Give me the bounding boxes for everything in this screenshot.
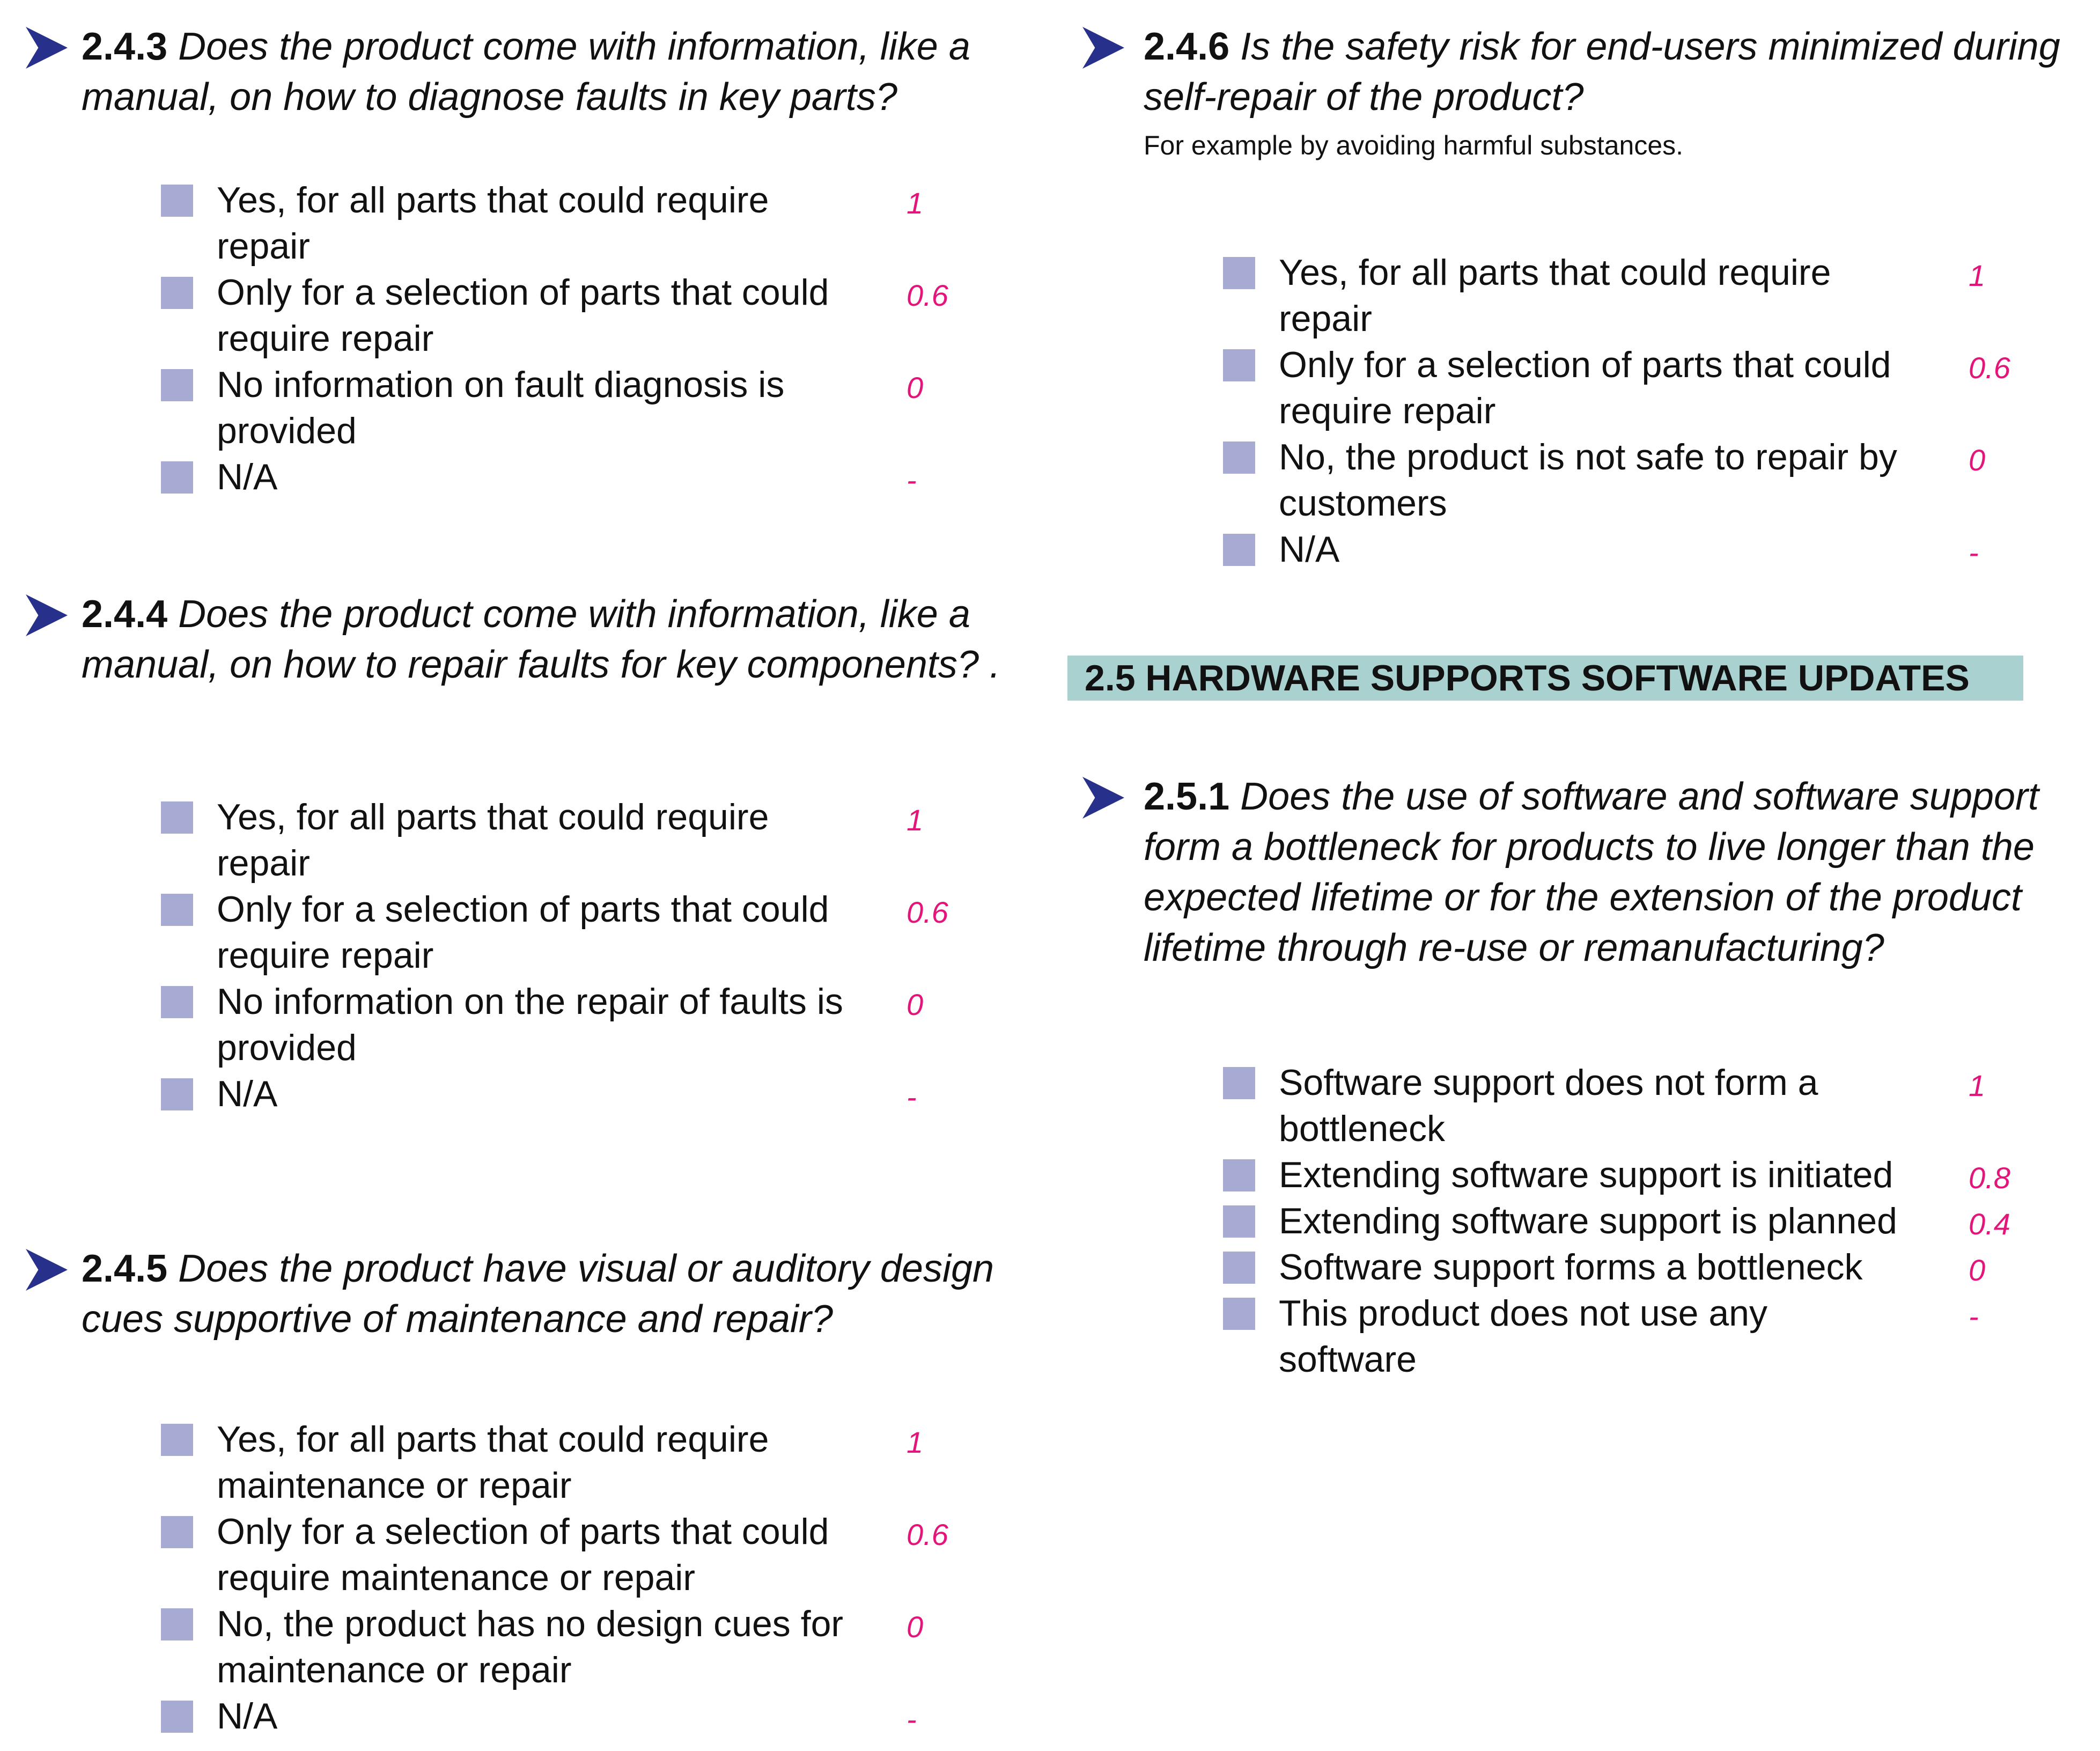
option-row[interactable] [161,362,966,454]
option-score: 1 [907,186,924,220]
question-number: 2.5.1 [1144,775,1230,818]
option-row[interactable] [161,1693,966,1739]
options-2-5-1 [1223,1060,2028,1382]
option-score: 1 [907,803,924,837]
option-label: Yes, for all parts that could require repair [217,797,769,884]
checkbox[interactable] [161,1701,193,1733]
checkbox[interactable] [161,1078,193,1110]
option-score: 0.6 [907,1518,948,1551]
option-row[interactable] [161,1071,966,1117]
option-score: 0.6 [907,895,948,929]
option-label: Software support forms a bottleneck [1279,1247,1863,1288]
option-label: Extending software support is initiated [1279,1154,1893,1195]
checkbox[interactable] [1223,1067,1255,1099]
option-label: No information on fault diagnosis is provided [217,364,785,451]
question-text: Does the product come with information, like a manual, on how to repair faults for key components? . [82,593,1000,686]
question-heading [0,21,1051,122]
option-row[interactable] [161,979,966,1071]
option-row[interactable] [1223,1244,2028,1290]
option-label: No, the product is not safe to repair by customers [1279,437,1897,524]
option-score: 0.6 [907,278,948,312]
question-number: 2.4.6 [1144,25,1230,68]
option-score: 1 [1969,1069,1986,1102]
option-row[interactable] [161,269,966,362]
option-label: Only for a selection of parts that could require repair [217,889,829,976]
question-2-4-3 [0,21,1051,122]
option-score: - [1969,1299,1979,1333]
checkbox[interactable] [1223,1252,1255,1284]
option-score: 0.6 [1969,351,2010,385]
option-row[interactable] [161,1416,966,1509]
options-2-4-6 [1223,249,2028,572]
checkbox[interactable] [1223,1205,1255,1238]
option-score: - [907,1080,917,1114]
option-row[interactable] [1223,434,2028,526]
question-number: 2.4.3 [82,25,168,68]
checkbox[interactable] [161,1424,193,1456]
option-label: Yes, for all parts that could require repair [217,180,769,267]
option-row[interactable] [1223,1060,2028,1152]
arrow-icon [26,27,68,69]
option-label: Yes, for all parts that could require repair [1279,252,1831,339]
option-score: 0 [907,988,924,1021]
option-label: Software support does not form a bottleneck [1279,1062,1818,1149]
option-score: 0 [907,371,924,404]
question-note: For example by avoiding harmful substances. [1144,130,1684,160]
option-score: 0 [1969,1253,1986,1287]
option-label: Only for a selection of parts that could require maintenance or repair [217,1511,829,1598]
option-score: 0.8 [1969,1161,2010,1195]
option-row[interactable] [1223,1152,2028,1198]
question-number: 2.4.4 [82,593,168,636]
option-row[interactable] [161,177,966,269]
checkbox[interactable] [161,369,193,401]
option-label: No information on the repair of faults is provided [217,981,843,1068]
option-row[interactable] [161,1601,966,1693]
checkbox[interactable] [1223,534,1255,566]
option-label: Yes, for all parts that could require maintenance or repair [217,1419,769,1506]
checkbox[interactable] [161,894,193,926]
checkbox[interactable] [161,986,193,1018]
option-label: Only for a selection of parts that could require repair [1279,344,1891,431]
option-label: Extending software support is planned [1279,1201,1897,1241]
option-label: No, the product has no design cues for maintenance or repair [217,1603,844,1690]
option-score: 0 [907,1610,924,1644]
option-row[interactable] [1223,1198,2028,1244]
arrow-icon [1082,777,1124,819]
question-2-5-1 [1067,771,2100,973]
question-heading [1067,771,2098,973]
checkbox[interactable] [1223,349,1255,381]
checkbox[interactable] [161,185,193,217]
option-label: N/A [217,1696,278,1737]
checkbox[interactable] [1223,442,1255,474]
option-row[interactable] [1223,526,2028,572]
checkbox[interactable] [1223,257,1255,289]
question-2-4-5 [0,1244,1051,1344]
checkbox[interactable] [161,1608,193,1640]
option-row[interactable] [161,1509,966,1601]
option-score: 0.4 [1969,1207,2010,1241]
option-row[interactable] [1223,342,2028,434]
question-text: Does the product have visual or auditory design cues supportive of maintenance and repair? [82,1247,994,1341]
option-label: N/A [1279,529,1340,570]
option-label: This product does not use any software [1279,1293,1767,1380]
option-score: - [1969,535,1979,569]
question-heading [0,1244,1051,1344]
options-2-4-3 [161,177,966,500]
checkbox[interactable] [161,1516,193,1548]
question-number: 2.4.5 [82,1247,168,1290]
question-2-4-4 [0,589,1051,690]
checkbox[interactable] [161,277,193,309]
option-label: N/A [217,457,278,497]
checkbox[interactable] [1223,1159,1255,1191]
checkbox[interactable] [1223,1298,1255,1330]
option-row[interactable] [161,886,966,979]
checkbox[interactable] [161,461,193,494]
option-label: Only for a selection of parts that could require repair [217,272,829,359]
options-2-4-4 [161,794,966,1117]
question-heading [0,589,1051,690]
option-score: 1 [1969,259,1986,292]
option-row[interactable] [1223,1290,2028,1382]
option-score: - [907,1702,917,1736]
question-text: Does the product come with information, like a manual, on how to diagnose faults in key parts? [82,25,970,119]
option-score: 1 [907,1425,924,1459]
option-row[interactable] [161,794,966,886]
arrow-icon [26,1249,68,1291]
question-text: Does the use of software and software support form a bottleneck for products to live longer than the expected lifetime or for the extension of the product lifetime through re-use or remanufacturing? [1144,775,2039,969]
section-heading: 2.5 HARDWARE SUPPORTS SOFTWARE UPDATES [1067,656,2023,701]
arrow-icon [1082,27,1124,69]
question-heading [1067,21,2100,122]
option-score: - [907,463,917,497]
option-label: N/A [217,1073,278,1114]
option-row[interactable] [1223,249,2028,342]
option-score: 0 [1969,443,1986,477]
arrow-icon [26,594,68,636]
question-2-4-6 [1067,21,2100,164]
options-2-4-5 [161,1416,966,1739]
question-text: Is the safety risk for end-users minimized during self-repair of the product? [1144,25,2060,119]
option-row[interactable] [161,454,966,500]
checkbox[interactable] [161,801,193,834]
